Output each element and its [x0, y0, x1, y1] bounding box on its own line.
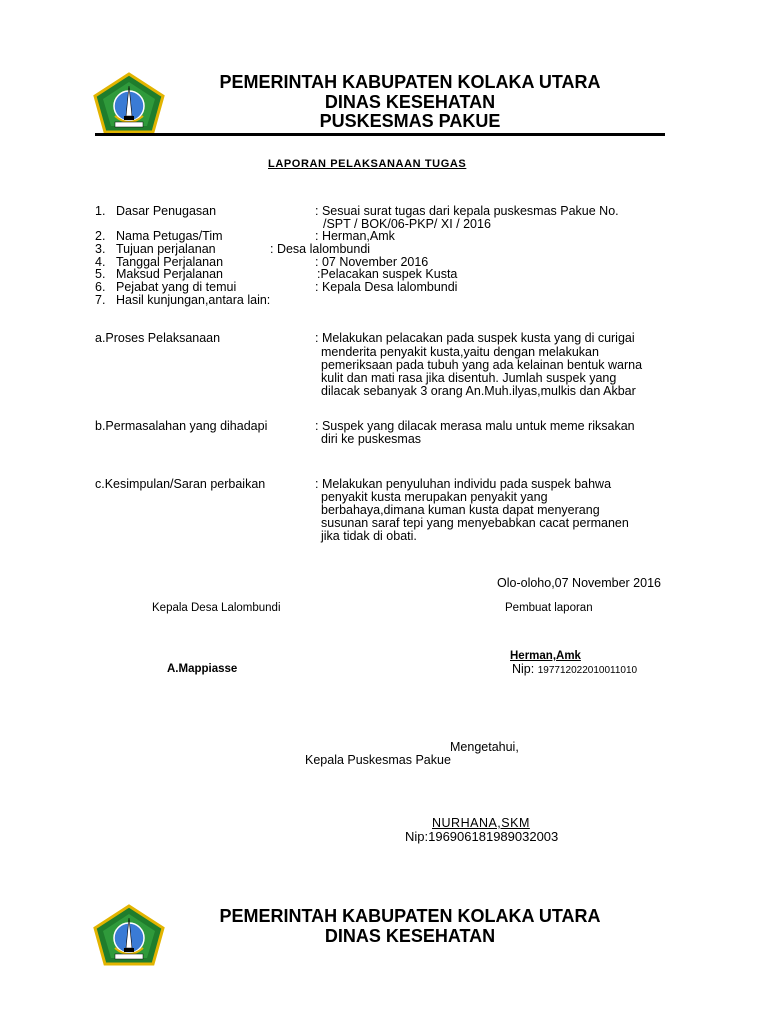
section-a-line: menderita penyakit kusta,yaitu dengan melakukan — [321, 345, 599, 359]
document-title: LAPORAN PELAKSANAAN TUGAS — [268, 158, 467, 170]
section-c-line: jika tidak di obati. — [321, 529, 417, 543]
head-role: Kepala Puskesmas Pakue — [305, 753, 451, 767]
footer-header-line-2: DINAS KESEHATAN — [324, 926, 496, 946]
item-label: Nama Petugas/Tim — [116, 229, 223, 243]
header-line-1: PEMERINTAH KABUPATEN KOLAKA UTARA — [219, 72, 601, 92]
section-a-line: kulit dan mati rasa jika disentuh. Jumlah suspek yang — [321, 371, 617, 385]
section-a-line: dilacak sebanyak 3 orang An.Muh.ilyas,mulkis dan Akbar — [321, 384, 636, 398]
kolaka-utara-logo — [93, 72, 165, 136]
header-line-2: DINAS KESEHATAN — [324, 92, 496, 112]
item-value: : Sesuai surat tugas dari kepala puskesmas Pakue No. — [315, 204, 619, 218]
section-a-label: a.Proses Pelaksanaan — [95, 331, 221, 345]
section-c-line: berbahaya,dimana kuman kusta dapat menyerang — [321, 503, 600, 517]
section-c-line: : Melakukan penyuluhan individu pada suspek bahwa — [315, 477, 612, 491]
place-date: Olo-oloho,07 November 2016 — [497, 576, 661, 590]
footer-header-line-1: PEMERINTAH KABUPATEN KOLAKA UTARA — [219, 906, 601, 926]
right-signer-nip — [512, 662, 637, 676]
item-number: 1. — [95, 204, 106, 218]
item-number: 5. — [95, 267, 106, 281]
section-a-line: : Melakukan pelacakan pada suspek kusta yang di curigai — [315, 331, 635, 345]
header-divider — [95, 133, 665, 136]
item-value: : 07 November 2016 — [315, 255, 429, 269]
item-value: :Pelacakan suspek Kusta — [317, 267, 458, 281]
kolaka-utara-logo — [93, 904, 165, 968]
left-signer-role: Kepala Desa Lalombundi — [152, 602, 281, 614]
nip-label: Nip: — [512, 662, 535, 676]
item-label: Pejabat yang di temui — [116, 280, 237, 294]
section-b-label: b.Permasalahan yang dihadapi — [95, 419, 268, 433]
item-value: : Herman,Amk — [315, 229, 395, 243]
item-number: 4. — [95, 255, 106, 269]
right-signer-role: Pembuat laporan — [505, 602, 593, 614]
item-number: 6. — [95, 280, 106, 294]
head-name: NURHANA,SKM — [432, 816, 530, 830]
item-number: 3. — [95, 242, 106, 256]
mengetahui-label: Mengetahui, — [450, 740, 519, 754]
left-signer-name: A.Mappiasse — [167, 663, 238, 675]
item-value: : Desa lalombundi — [270, 242, 371, 256]
item-label: Tanggal Perjalanan — [116, 255, 224, 269]
item-label: Tujuan perjalanan — [116, 242, 216, 256]
section-b-line: : Suspek yang dilacak merasa malu untuk meme riksakan — [315, 419, 635, 433]
section-c-line: susunan saraf tepi yang menyebabkan cacat permanen — [321, 516, 629, 530]
item-number: 2. — [95, 229, 106, 243]
head-nip: Nip:196906181989032003 — [405, 829, 559, 844]
section-c-label: c.Kesimpulan/Saran perbaikan — [95, 477, 266, 491]
header-line-3: PUSKESMAS PAKUE — [319, 111, 501, 131]
nip-value: 197712022010011010 — [537, 665, 638, 676]
item-1 — [95, 204, 619, 218]
section-a-line: pemeriksaan pada tubuh yang ada kelainan bentuk warna — [321, 358, 643, 372]
item-number: 7. — [95, 293, 106, 307]
item-1-continuation: /SPT / BOK/06-PKP/ XI / 2016 — [323, 217, 491, 231]
item-label: Dasar Penugasan — [116, 204, 217, 218]
item-label: Maksud Perjalanan — [116, 267, 224, 281]
item-label: Hasil kunjungan,antara lain: — [116, 293, 271, 307]
section-c-line: penyakit kusta merupakan penyakit yang — [321, 490, 548, 504]
right-signer-name: Herman,Amk — [510, 650, 581, 662]
item-value: : Kepala Desa lalombundi — [315, 280, 458, 294]
section-b-line: diri ke puskesmas — [321, 432, 422, 446]
item-7 — [95, 293, 271, 307]
